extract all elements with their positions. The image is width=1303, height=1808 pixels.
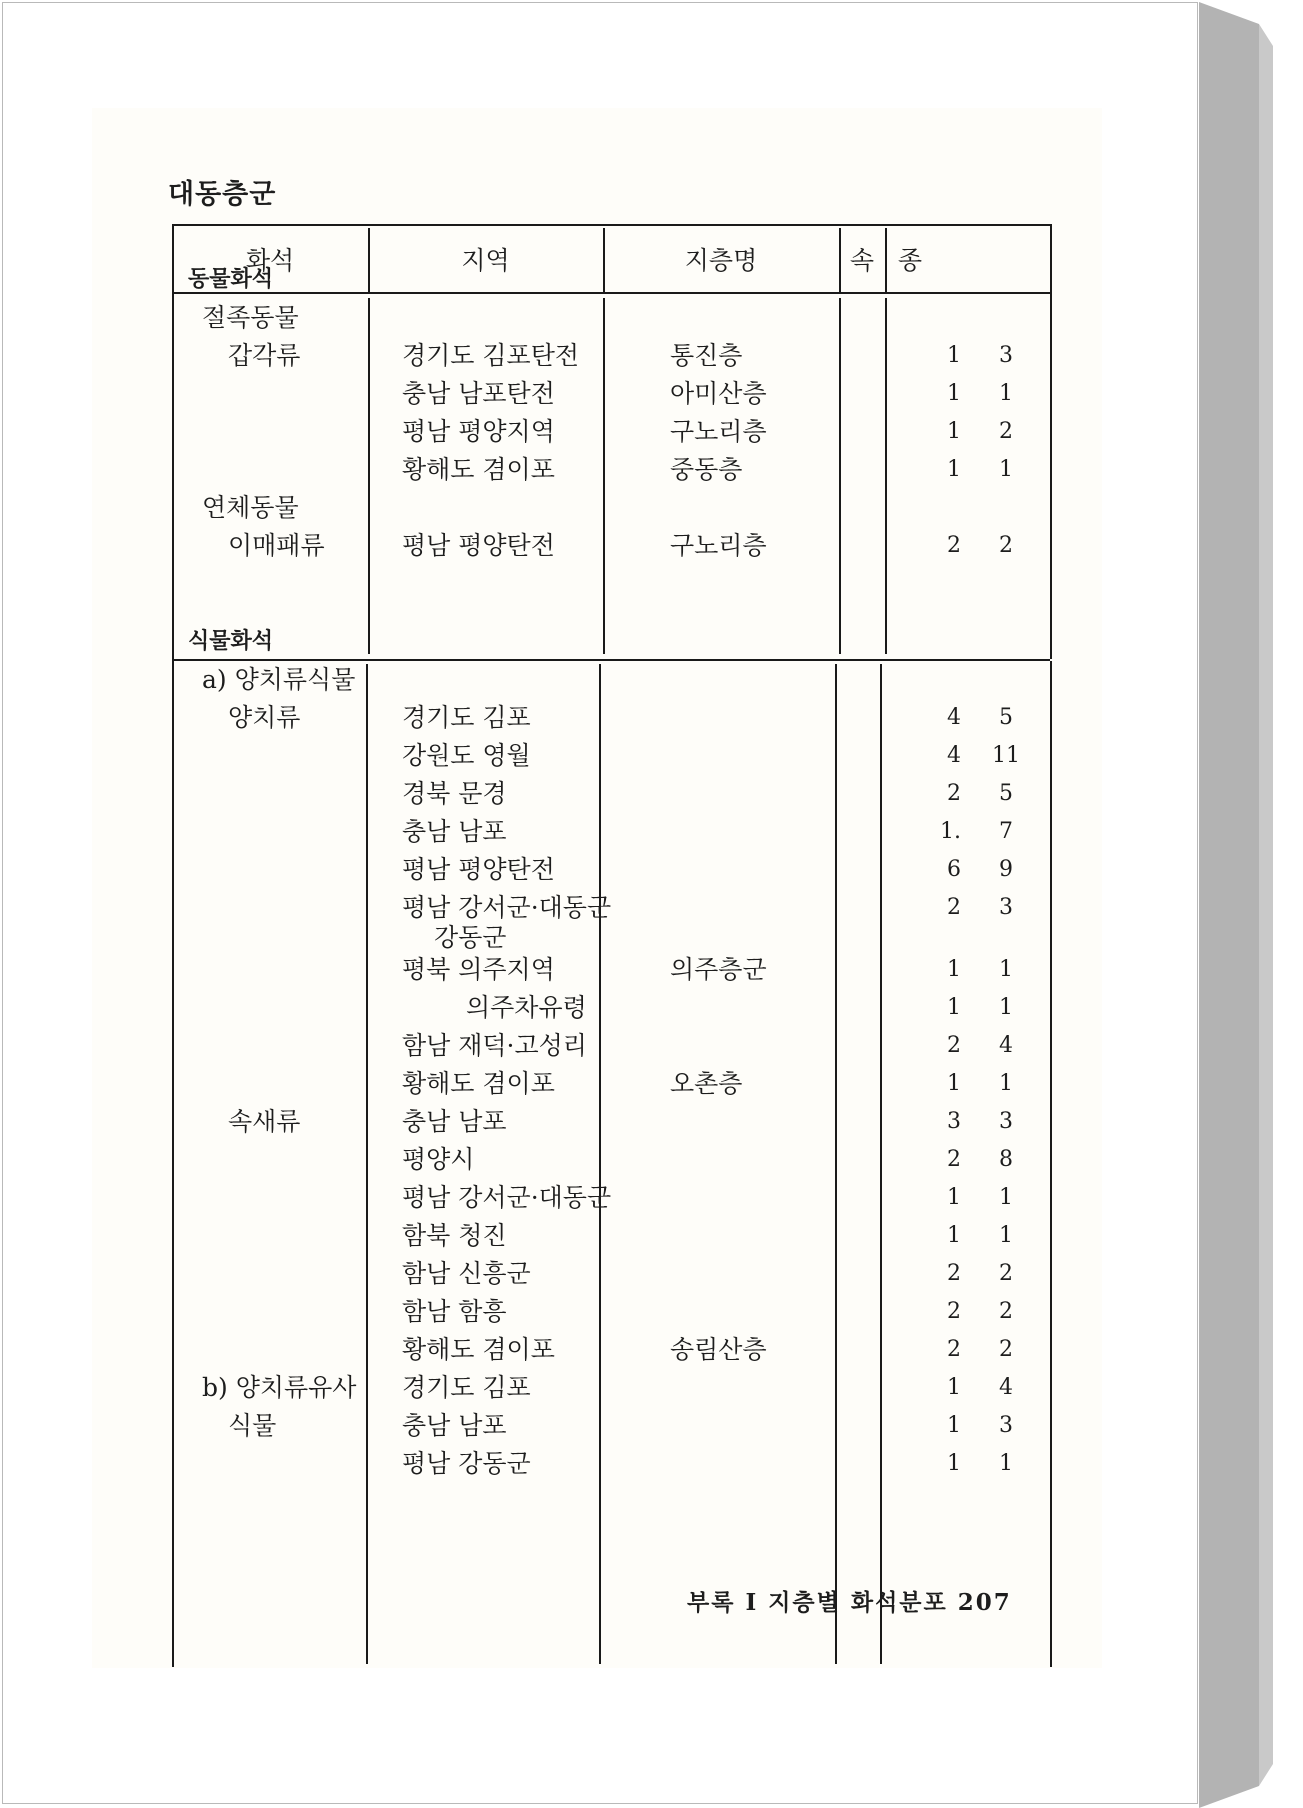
cell-region: 평남 평양지역 xyxy=(402,417,555,446)
cell-species-count: 9 xyxy=(999,857,1013,882)
table-row xyxy=(172,890,1050,952)
cell-genus-count: 2 xyxy=(947,895,961,920)
cell-region: 평양시 xyxy=(402,1145,475,1174)
cell-genus-count: 1 xyxy=(947,1451,961,1476)
cell-genus-count: 2 xyxy=(947,1337,961,1362)
table-row xyxy=(172,414,1050,450)
cell-genus-count: 1. xyxy=(940,819,961,844)
cell-genus-count: 2 xyxy=(947,781,961,806)
cell-formation: 중동층 xyxy=(670,455,743,484)
category-secondary: a) 양치류식물 xyxy=(202,665,356,694)
table-row xyxy=(172,1446,1050,1482)
page-footer: 부록 Ⅰ 지층별 화석분포 207 xyxy=(687,1589,1012,1616)
cell-genus-count: 2 xyxy=(947,1033,961,1058)
table-row xyxy=(172,376,1050,412)
cell-species-count: 5 xyxy=(999,705,1013,730)
cell-species-count: 2 xyxy=(999,1337,1013,1362)
cell-species-count: 3 xyxy=(999,1413,1013,1438)
category-tertiary: 갑각류 xyxy=(228,341,301,370)
cell-region: 황해도 겸이포 xyxy=(402,1335,555,1364)
category-primary: 동물화석 xyxy=(188,267,274,292)
table-row xyxy=(172,662,1050,698)
header-genus: 속 xyxy=(849,246,875,275)
table-row xyxy=(172,814,1050,850)
table-row xyxy=(172,1180,1050,1216)
cell-species-count: 1 xyxy=(999,995,1013,1020)
table-row xyxy=(172,1142,1050,1178)
cell-genus-count: 1 xyxy=(947,1375,961,1400)
cell-genus-count: 2 xyxy=(947,1299,961,1324)
cell-region: 함북 청진 xyxy=(402,1221,507,1250)
header-region: 지역 xyxy=(461,246,510,275)
table-row xyxy=(172,738,1050,774)
cell-species-count: 2 xyxy=(999,1299,1013,1324)
cell-species-count: 8 xyxy=(999,1147,1013,1172)
cell-species-count: 3 xyxy=(999,1109,1013,1134)
cell-formation: 오촌층 xyxy=(670,1069,743,1098)
cell-genus-count: 2 xyxy=(947,533,961,558)
cell-formation: 구노리층 xyxy=(670,417,767,446)
table-row xyxy=(172,528,1050,564)
cell-region: 평남 평양탄전 xyxy=(402,855,555,884)
table-row xyxy=(172,262,1050,298)
table-row xyxy=(172,1256,1050,1292)
cell-region: 평남 강동군 xyxy=(402,1449,531,1478)
cell-species-count: 1 xyxy=(999,957,1013,982)
header-species: 종 xyxy=(897,246,923,275)
cell-species-count: 1 xyxy=(999,457,1013,482)
vrule-a6 xyxy=(1050,294,1052,659)
table-row xyxy=(172,1408,1050,1444)
cell-genus-count: 2 xyxy=(947,1147,961,1172)
cell-genus-count: 4 xyxy=(947,705,961,730)
cell-region: 충남 남포 xyxy=(402,817,507,846)
cell-species-count: 1 xyxy=(999,1223,1013,1248)
cell-genus-count: 1 xyxy=(947,457,961,482)
cell-species-count: 2 xyxy=(999,419,1013,444)
cell-formation: 송림산층 xyxy=(670,1335,767,1364)
cell-region: 충남 남포탄전 xyxy=(402,379,555,408)
cell-region: 평남 강서군·대동군 xyxy=(402,1183,612,1212)
cell-formation: 아미산층 xyxy=(670,379,767,408)
cell-region: 평북 의주지역 xyxy=(402,955,555,984)
cell-genus-count: 6 xyxy=(947,857,961,882)
cell-species-count: 3 xyxy=(999,343,1013,368)
category-tertiary: 속새류 xyxy=(228,1107,301,1136)
cell-region: 강원도 영월 xyxy=(402,741,531,770)
cell-species-count: 1 xyxy=(999,1451,1013,1476)
table-row xyxy=(172,1294,1050,1330)
cell-species-count: 7 xyxy=(999,819,1013,844)
category-tertiary: 식물 xyxy=(228,1411,277,1440)
cell-species-count: 2 xyxy=(999,1261,1013,1286)
table-row xyxy=(172,1370,1050,1406)
table-row xyxy=(172,990,1050,1026)
cell-genus-count: 1 xyxy=(947,1223,961,1248)
cell-genus-count: 4 xyxy=(947,743,961,768)
cell-species-count: 1 xyxy=(999,1071,1013,1096)
fossil-distribution-table xyxy=(172,224,1050,1668)
cell-formation: 통진층 xyxy=(670,341,743,370)
cell-region: 충남 남포 xyxy=(402,1411,507,1440)
cell-region: 평남 강서군·대동군 xyxy=(402,893,612,922)
table-row xyxy=(172,852,1050,888)
category-secondary: 절족동물 xyxy=(202,303,299,332)
cell-region: 충남 남포 xyxy=(402,1107,507,1136)
cell-formation: 구노리층 xyxy=(670,531,767,560)
table-row xyxy=(172,776,1050,812)
cell-region: 함남 재덕·고성리 xyxy=(402,1031,587,1060)
rule-top xyxy=(172,224,1050,226)
cell-genus-count: 3 xyxy=(947,1109,961,1134)
cell-region: 평남 평양탄전 xyxy=(402,531,555,560)
vrule-p6 xyxy=(1050,661,1052,1667)
table-row xyxy=(172,338,1050,374)
category-primary: 식물화석 xyxy=(188,629,274,654)
cell-genus-count: 1 xyxy=(947,381,961,406)
cell-region: 의주차유령 xyxy=(466,993,587,1022)
table-row xyxy=(172,624,1050,660)
cell-species-count: 5 xyxy=(999,781,1013,806)
cell-species-count: 4 xyxy=(999,1375,1013,1400)
cell-species-count: 1 xyxy=(999,381,1013,406)
cell-species-count: 2 xyxy=(999,533,1013,558)
table-row xyxy=(172,1332,1050,1368)
cell-region: 황해도 겸이포 xyxy=(402,455,555,484)
table-row xyxy=(172,700,1050,736)
cell-species-count: 1 xyxy=(999,1185,1013,1210)
cell-genus-count: 2 xyxy=(947,1261,961,1286)
cell-region: 함남 함흥 xyxy=(402,1297,507,1326)
cell-genus-count: 1 xyxy=(947,957,961,982)
header-fossil: 화석 xyxy=(245,246,295,275)
cell-region: 황해도 겸이포 xyxy=(402,1069,555,1098)
table-row xyxy=(172,952,1050,988)
cell-region: 경기도 김포탄전 xyxy=(402,341,579,370)
section-title: 대동층군 xyxy=(168,179,277,210)
table-row xyxy=(172,1104,1050,1140)
cell-genus-count: 1 xyxy=(947,995,961,1020)
table-row xyxy=(172,452,1050,488)
cell-region: 경기도 김포 xyxy=(402,1373,531,1402)
table-row xyxy=(172,1028,1050,1064)
cell-region: 함남 신흥군 xyxy=(402,1259,531,1288)
table-row xyxy=(172,300,1050,336)
vrule-h6 xyxy=(1050,224,1052,294)
cell-species-count: 3 xyxy=(999,895,1013,920)
category-secondary: 연체동물 xyxy=(202,493,299,522)
cell-genus-count: 1 xyxy=(947,419,961,444)
category-tertiary: 이매패류 xyxy=(228,531,325,560)
cell-genus-count: 1 xyxy=(947,343,961,368)
table-row xyxy=(172,490,1050,526)
cell-genus-count: 1 xyxy=(947,1413,961,1438)
cell-formation: 의주층군 xyxy=(670,955,767,984)
cell-genus-count: 1 xyxy=(947,1185,961,1210)
cell-region: 경북 문경 xyxy=(402,779,507,808)
category-tertiary: 양치류 xyxy=(228,703,301,732)
book-page xyxy=(92,108,1102,1668)
header-formation: 지층명 xyxy=(684,246,758,275)
cell-region-continued: 강동군 xyxy=(434,923,507,952)
table-row xyxy=(172,1218,1050,1254)
cell-region: 경기도 김포 xyxy=(402,703,531,732)
table-row xyxy=(172,1066,1050,1102)
cell-species-count: 11 xyxy=(992,743,1020,768)
cell-species-count: 4 xyxy=(999,1033,1013,1058)
category-secondary: b) 양치류유사 xyxy=(202,1373,357,1402)
cell-genus-count: 1 xyxy=(947,1071,961,1096)
